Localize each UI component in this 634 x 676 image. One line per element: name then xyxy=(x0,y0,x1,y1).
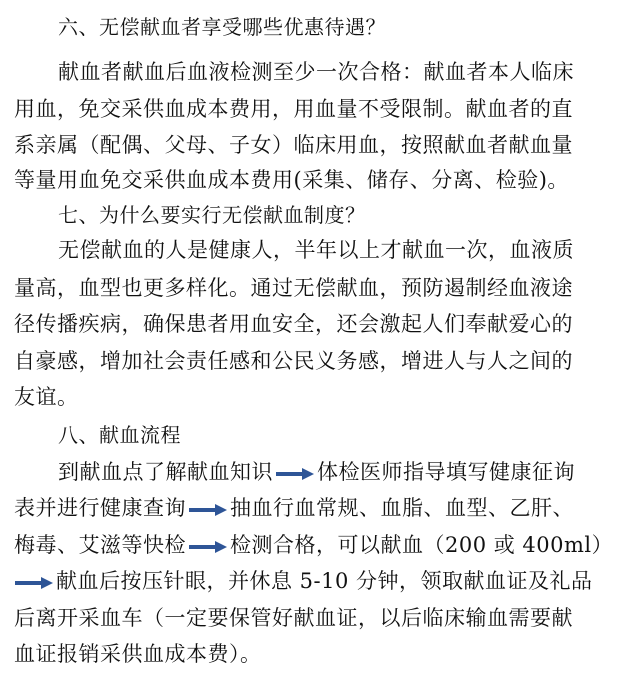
flow-step-4: 检测合格，可以献血（200 或 400ml） xyxy=(230,533,614,557)
section-7-heading: 七、为什么要实行无偿献血制度？ xyxy=(58,203,366,227)
flow-line-3 xyxy=(14,528,613,562)
section-8-heading: 八、献血流程 xyxy=(58,423,181,447)
flow-line-5: 后离开采血车（一定要保管好献血证，以后临床输血需要献 xyxy=(14,606,573,630)
section-6-line-2: 用血，免交采供血成本费用，用血量不受限制。献血者的直 xyxy=(14,97,573,121)
section-6-heading: 六、无偿献血者享受哪些优惠待遇？ xyxy=(58,15,386,39)
section-7-line-5: 友谊。 xyxy=(14,385,79,409)
section-7-line-4: 自豪感，增加社会责任感和公民义务感，增进人与人之间的 xyxy=(14,349,573,373)
flow-step-2: 体检医师指导填写健康征询 xyxy=(317,460,575,484)
section-7-line-1: 无偿献血的人是健康人，半年以上才献血一次，血液质 xyxy=(58,238,574,262)
right-arrow-icon xyxy=(14,576,54,590)
right-arrow-icon xyxy=(275,467,315,481)
right-arrow-icon xyxy=(188,540,228,554)
section-6-line-3: 系亲属（配偶、父母、子女）临床用血，按照献血者献血量 xyxy=(14,133,573,157)
flow-line-1 xyxy=(58,455,575,489)
section-7-line-2: 量高，血型也更多样化。通过无偿献血，预防遏制经血液途 xyxy=(14,276,573,300)
section-6-line-4: 等量用血免交采供血成本费用(采集、储存、分离、检验)。 xyxy=(14,168,569,192)
flow-line-2 xyxy=(14,491,574,525)
flow-step-3-cont: 梅毒、艾滋等快检 xyxy=(14,533,186,557)
flow-step-2-cont: 表并进行健康查询 xyxy=(14,496,186,520)
flow-step-5: 献血后按压针眼，并休息 5-10 分钟，领取献血证及礼品 xyxy=(56,569,593,593)
section-7-line-3: 径传播疾病，确保患者用血安全，还会激起人们奉献爱心的 xyxy=(14,312,573,336)
flow-step-1: 到献血点了解献血知识 xyxy=(58,460,273,484)
flow-line-4 xyxy=(14,564,593,598)
right-arrow-icon xyxy=(188,503,228,517)
section-6-line-1: 献血者献血后血液检测至少一次合格：献血者本人临床 xyxy=(58,60,574,84)
flow-step-3: 抽血行血常规、血脂、血型、乙肝、 xyxy=(230,496,574,520)
flow-line-6: 血证报销采供血成本费）。 xyxy=(14,642,262,666)
